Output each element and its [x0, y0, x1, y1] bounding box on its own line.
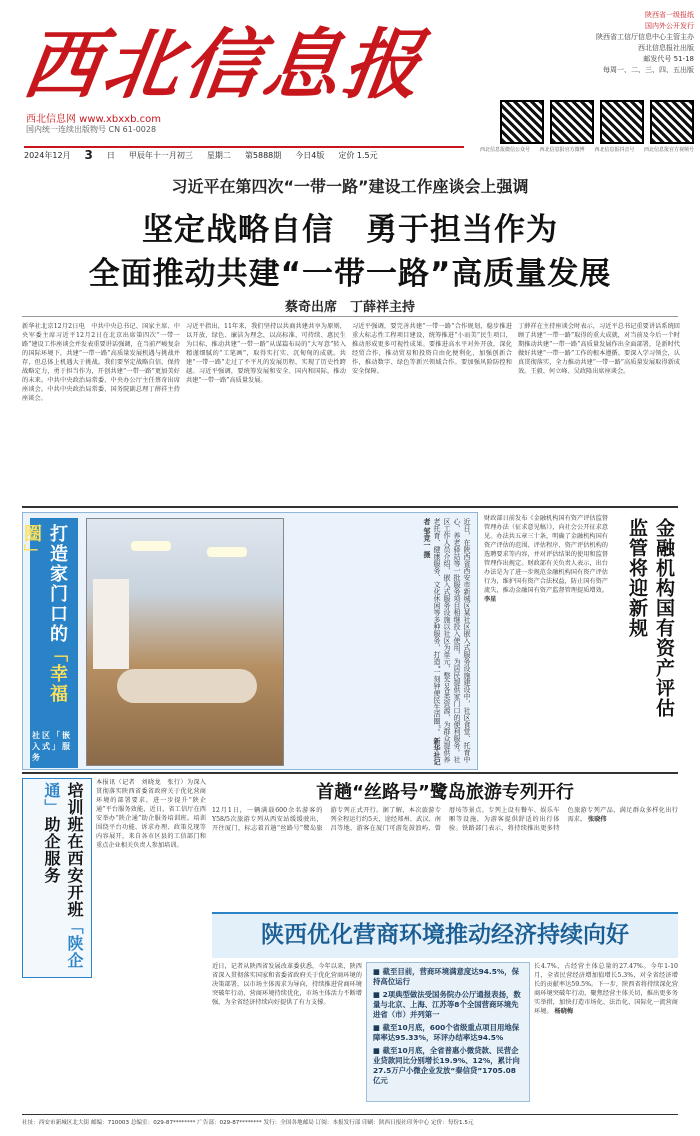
business-text: 近日，记者从陕西省发展改革委获悉，今年以来，陕西省深入贯彻落实国家和省委省政府关于优化营商环境的决策部署，以市场主体需求为导向，持续推进营商环境突破年行动，营商环境持续优化，市场主体活力不断增强，为全省经济持续向好提供了有力支撑。 — [212, 963, 362, 1006]
finance-text — [484, 514, 608, 768]
photo-lamp — [131, 541, 171, 551]
bullet-item: ■ 截至10月底，600个省级重点项目用地保障率达95.33%，环评办结率达94.5% — [373, 1023, 520, 1042]
info-line: 西北信息报社出版 — [638, 44, 694, 52]
feature-photo — [86, 518, 284, 766]
business-bullets — [366, 962, 530, 1102]
page-count: 今日4版 — [295, 150, 325, 160]
photo-table — [117, 669, 257, 703]
lead-body-column: 习近平强调，要完善共建“一带一路”合作规划，稳步推进重大标志性工程项目建设，统筹推进“小而美”民生项目，推动形成更多可视性成果。要推进高水平对外开放，深化经贸合作，推动贸易和投资自由化便利化，加强创新合作，推动数字、绿色等新兴领域合作。要加强风险防控和安全保障。 — [352, 323, 512, 375]
qr-code-icon[interactable] — [650, 100, 694, 144]
bullet-text: 截至10月底，600个省级重点项目用地保障率达95.33%，环评办结率达94.5% — [373, 1023, 520, 1042]
silk-body: 12月1日，一辆满载600余名游客的Y58/5次旅游专列从西安站缓缓驶出，开往厦门，标志着首趟“丝路号”鹭岛旅游专列正式开行。据了解，本次旅游专列全程运行约5天，途经郑州、武汉、南昌等地，游客在厦门可游览鼓浪屿、曾厝垵等景点。专列上设有餐车、娱乐车厢等设施，为游客提供舒适的出行体验。铁路部门表示，将持续推出更多特色旅游专列产品，满足群众多样化出行需求。 — [212, 807, 678, 832]
lead-headline-2[interactable]: 全面推动共建“一带一路”高质量发展 — [88, 256, 612, 292]
info-line: 邮发代号 51-18 — [643, 55, 694, 63]
qr-caption: 西北信息报抖音号 — [594, 147, 635, 153]
silk-headline[interactable]: 首趟“丝路号”鹭岛旅游专列开行 — [316, 782, 574, 803]
date: 2024年12月 — [24, 150, 71, 160]
training-title-a: 培训班在西安开班 — [65, 782, 84, 918]
qr-code-icon[interactable] — [550, 100, 594, 144]
dateline — [24, 146, 464, 160]
bullet-text: 截至目前，营商环境满意度达94.5%，保持高位运行 — [373, 967, 520, 986]
info-line: 国内外公开发行 — [645, 22, 694, 30]
cn-number: 国内统一连续出版物号 CN 61-0028 — [26, 125, 157, 134]
bullet-text: 2项典型做法受国务院办公厅通报表扬，数量与北京、上海、江苏等8个全国营商环境先进省（市）并列第一 — [373, 990, 521, 1019]
feature-subtitle — [30, 618, 78, 728]
day-label: 日 — [106, 150, 115, 160]
feature-title-highlight: 「幸福圈」 — [21, 524, 68, 704]
business-author: 杨晓梅 — [554, 1008, 574, 1015]
silk-text — [212, 806, 678, 910]
lead-kicker: 习近平在第四次“一带一路”建设工作座谈会上强调 — [171, 177, 529, 196]
lead-byline: 蔡奇出席 丁薛祥主持 — [284, 300, 415, 315]
training-text: 本报讯（记者 刘晓龙 张行）为深入贯彻落实陕西省委省政府关于优化营商环境的部署要求，进一步提升“陕企通”平台服务效能，近日，省工信厅在西安举办“陕企通”助企服务培训班。培训围绕平台功能、诉求办理、政策兑现等内容展开，来自各市区县的工信部门和重点企业相关负责人参加培训。 — [96, 779, 206, 849]
lead-body-column: 习近平指出，11年来，我们坚持以共商共建共享为原则，以开放、绿色、廉洁为理念，以高标准、可持续、惠民生为目标，推动共建“一带一路”从谋篇布局的“大写意”转入精谨细腻的“工笔画”，取得实打实、沉甸甸的成就。共建“一带一路”走过了不平凡的发展历程，实现了历史性跨越。习近平强调，要统筹发展和安全、国内和国际，推动共建“一带一路”高质量发展。 — [186, 323, 346, 384]
bullet-item: ■ 截至目前，营商环境满意度达94.5%，保持高位运行 — [373, 967, 520, 986]
finance-author: 李星 — [484, 596, 497, 603]
finance-headline[interactable]: 金融机构国有资产评估监管将迎新规 — [626, 518, 675, 718]
qr-caption: 西北信息报微信公众号 — [480, 147, 531, 153]
day-number: 3 — [84, 148, 93, 162]
publisher-info — [480, 10, 694, 76]
lead-headline-1[interactable]: 坚定战略自信 勇于担当作为 — [142, 212, 558, 248]
feature-body: 近日，在陕西省西安市新城区某社区嵌入式服务设施建设中，社区食堂、托育中心、养老驿站等一批服务项目相继投入使用，为居民提供家门口的便利服务。社区工作人员介绍，嵌入式服务设施以社区为单元，整合各类资源，为群众提供养老托育、健康服务、文化休闲等多种服务，打造“一刻钟便民生活圈”。 — [433, 518, 471, 763]
training-title-b: 助企服务 — [42, 816, 61, 884]
qr-codes — [500, 100, 694, 144]
lead-body-column: 丁薛祥在主持座谈会时表示，习近平总书记重要讲话系统回顾了共建“一带一路”取得的重大成就，对当前及今后一个时期推动共建“一带一路”高质量发展作出全面部署，是新时代做好共建“一带一路”工作的根本遵循。要深入学习领会，认真贯彻落实，全力推动共建“一带一路”高质量发展取得新成效。王毅、何立峰、吴政隆出席座谈会。 — [518, 323, 680, 375]
bullet-text: 截至10月底，全省普惠小微贷款、民营企业贷款同比分别增长19.9%、12%，累计向27.5万户小微企业发放“秦信贷”1705.08亿元 — [373, 1046, 520, 1085]
qr-code-icon[interactable] — [600, 100, 644, 144]
weekday: 星期二 — [206, 150, 231, 160]
photo-shelf — [93, 579, 129, 669]
lunar-date: 甲辰年十一月初三 — [128, 150, 193, 160]
qr-code-icon[interactable] — [500, 100, 544, 144]
feature-title-b: 社区「嵌入式」服务 — [30, 728, 78, 768]
divider — [22, 506, 678, 508]
feature-title-part: 打造家门口的 — [47, 524, 68, 644]
lead-body-column: 新华社北京12月2日电 中共中央总书记、国家主席、中央军委主席习近平12月2日在北京出席第四次“一带一路”建设工作座谈会并发表重要讲话强调，在当前严峻复杂的国际环境下，共建“一带一路”高质量发展机遇与挑战并存，但总体上机遇大于挑战。我们要坚定战略自信，保持战略定力，勇于担当作为，开创共建“一带一路”更加美好的未来。中共中央政治局常委、中央办公厅主任蔡奇出席座谈会。中共中央政治局常委、国务院副总理丁薛祥主持座谈会。 — [22, 323, 180, 402]
bullet-item: ■ 截至10月底，全省普惠小微贷款、民营企业贷款同比分别增长19.9%、12%，累计向27.5万户小微企业发放“秦信贷”1705.08亿元 — [373, 1046, 520, 1085]
masthead — [0, 0, 700, 165]
info-line: 陕西省一级报纸 — [645, 11, 694, 19]
qr-caption: 西北信息报官方微博 — [539, 147, 585, 153]
finance-body: 财政部日前发布《金融机构国有资产评估监督管理办法（征求意见稿）》，向社会公开征求意见。办法共五章三十条，明确了金融机构国有资产评估的范围、评估程序、资产评估机构的选聘要求等内容，并对评估结果的使用和监督管理作出规定。财政部有关负责人表示，出台办法是为了进一步规范金融机构国有资产评估行为，维护国有资产合法权益，防止国有资产流失，推动金融国有资产监督管理提质增效。 — [484, 515, 608, 594]
silk-author: 张晓伟 — [588, 816, 607, 823]
training-headline[interactable] — [28, 782, 86, 970]
business-body-2: 长4.7%，占经营主体总量的27.47%。今年1-10月，全省民营经济增加值增长5.3%，对全省经济增长的贡献率达59.5%。下一步，陕西省将持续深化营商环境突破年行动，聚焦经营主体关切，推出更多务实举措，加快打造市场化、法治化、国际化一流营商环境。 — [534, 963, 678, 1015]
newspaper-logo: 西北信息报 — [17, 20, 431, 109]
feature-credit: 新华社记者 邹竞一 摄 — [423, 518, 441, 766]
qr-caption: 西北信息报官方视频号 — [643, 147, 694, 153]
issue-number: 第5888期 — [244, 150, 282, 160]
divider — [22, 772, 678, 774]
qr-captions — [480, 146, 694, 153]
info-line: 陕西省工信厅信息中心主管主办 — [596, 33, 694, 41]
bullet-item: ■ 2项典型做法受国务院办公厅通报表扬，数量与北京、上海、江苏等8个全国营商环境先进省（市）并列第一 — [373, 990, 521, 1019]
price: 定价 1.5元 — [338, 150, 378, 160]
feature-text — [292, 518, 472, 766]
site-url[interactable]: 西北信息网 www.xbxxb.com — [26, 114, 161, 125]
business-text-2 — [534, 962, 678, 1102]
business-headline[interactable]: 陕西优化营商环境推动经济持续向好 — [261, 922, 629, 948]
info-line: 每周一、二、三、四、五出版 — [603, 66, 694, 74]
footer: 社址：西安市新城区北大街 邮编：710003 总编室：029-87******** 广告部：029-87******** 发行：全国各地邮局 订阅：本报发行部 印刷：陕西日报社印务中心 定价：每份1.5元 — [22, 1114, 678, 1126]
training-title-highlight: 「陕企通」 — [42, 782, 84, 969]
photo-lamp — [207, 547, 247, 557]
divider — [22, 316, 678, 317]
